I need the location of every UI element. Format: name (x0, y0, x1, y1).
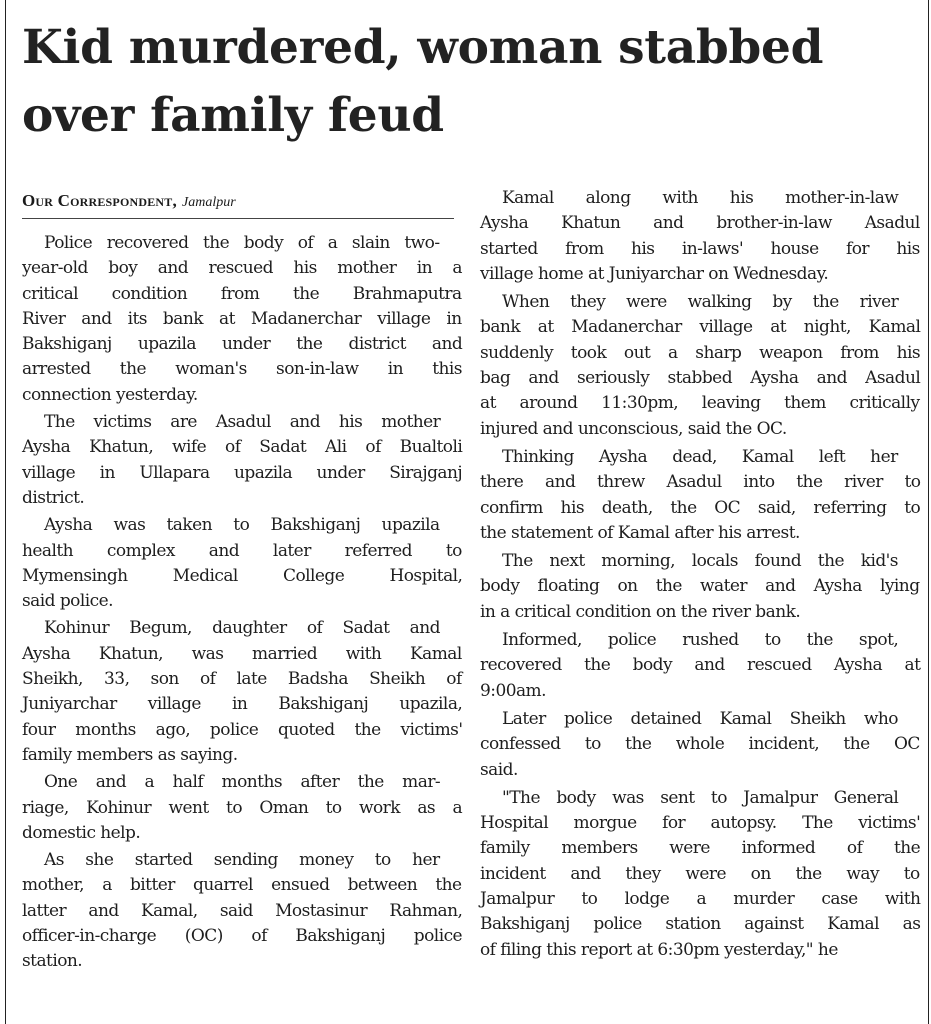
text-line: When they were walking by the river (502, 292, 899, 313)
text-line: district. (22, 487, 85, 508)
text-line: village in Ullapara upazila under Sirajganj (22, 462, 463, 483)
text-line: Sheikh, 33, son of late Badsha Sheikh of (22, 669, 462, 690)
text-line: said police. (22, 591, 113, 612)
text-line: Aysha Khatun and brother-in-law Asadul (480, 213, 920, 234)
text-line: "The body was sent to Jamalpur General (502, 787, 899, 808)
text-line: body floating on the water and Aysha lying (480, 576, 920, 597)
text-line: recovered the body and rescued Aysha at (480, 655, 921, 676)
paragraph (22, 231, 462, 408)
text-line: incident and they were on the way to (480, 863, 920, 884)
paragraph (480, 707, 920, 783)
paragraph (480, 628, 920, 704)
text-line: started from his in-laws' house for his (480, 238, 920, 259)
paragraph (480, 445, 920, 546)
text-line: connection yesterday. (22, 384, 198, 405)
paragraph (480, 786, 920, 963)
text-line: station. (22, 951, 83, 972)
text-line: family members as saying. (22, 744, 238, 765)
byline-place: Jamalpur (182, 195, 236, 210)
paragraph (22, 770, 462, 846)
article-column-left (22, 231, 462, 975)
text-line: mother, a bitter quarrel ensued between the (22, 875, 462, 896)
text-line: Juniyarchar village in Bakshiganj upazila, (22, 694, 463, 715)
text-line: Bakshiganj upazila under the district and (22, 334, 463, 355)
paragraph (22, 848, 462, 974)
text-line: Later police detained Kamal Sheikh who (502, 708, 898, 729)
text-line: four months ago, police quoted the victims' (22, 719, 463, 740)
paragraph (480, 290, 920, 442)
text-line: The victims are Asadul and his mother (44, 412, 441, 433)
byline (22, 191, 454, 219)
text-line: latter and Kamal, said Mostasinur Rahman, (22, 900, 463, 921)
text-line: Aysha was taken to Bakshiganj upazila (44, 515, 440, 536)
text-line: riage, Kohinur went to Oman to work as a (22, 797, 463, 818)
text-line: village home at Juniyarchar on Wednesday. (480, 263, 829, 284)
text-line: Police recovered the body of a slain two- (44, 233, 440, 253)
text-line: Hospital morgue for autopsy. The victims' (480, 813, 921, 834)
text-line: arrested the woman's son-in-law in this (22, 359, 462, 380)
paragraph (22, 513, 462, 614)
text-line: there and threw Asadul into the river to (480, 472, 921, 493)
text-line: at around 11:30pm, leaving them critically (480, 393, 920, 414)
article-column-right (480, 186, 920, 963)
headline-line-2: over family feud (22, 88, 444, 143)
headline-line-1: Kid murdered, woman stabbed (22, 20, 824, 75)
byline-name: Our Correspondent, (22, 191, 177, 210)
text-line: said. (480, 759, 518, 780)
text-line: Kamal along with his mother-in-law (502, 188, 899, 208)
text-line: Kohinur Begum, daughter of Sadat and (44, 618, 440, 639)
text-line: confirm his death, the OC said, referring to (480, 497, 921, 518)
text-line: Bakshiganj police station against Kamal as (480, 914, 921, 935)
text-line: year-old boy and rescued his mother in a (22, 258, 463, 279)
text-line: of filing this report at 6:30pm yesterday," he (480, 939, 838, 960)
text-line: Aysha Khatun, wife of Sadat Ali of Bualtoli (22, 437, 463, 458)
text-line: River and its bank at Madanerchar village in (22, 308, 462, 329)
text-line: in a critical condition on the river bank. (480, 601, 801, 622)
text-line: injured and unconscious, said the OC. (480, 418, 787, 439)
paragraph (22, 410, 462, 511)
text-line: bag and seriously stabbed Aysha and Asadul (480, 368, 921, 389)
text-line: Aysha Khatun, was married with Kamal (22, 643, 462, 664)
text-line: the statement of Kamal after his arrest. (480, 522, 800, 543)
text-line: The next morning, locals found the kid's (502, 551, 898, 572)
text-line: Mymensingh Medical College Hospital, (22, 565, 463, 586)
text-line: Jamalpur to lodge a murder case with (480, 889, 921, 910)
paragraph (22, 616, 462, 768)
text-line: One and a half months after the mar- (44, 772, 441, 793)
text-line: suddenly took out a sharp weapon from his (480, 342, 921, 363)
text-line: domestic help. (22, 822, 141, 843)
text-line: bank at Madanerchar village at night, Kamal (480, 317, 921, 338)
text-line: As she started sending money to her (44, 850, 440, 871)
text-line: Thinking Aysha dead, Kamal left her (502, 446, 898, 467)
paragraph (480, 186, 920, 287)
text-line: officer-in-charge (OC) of Bakshiganj police (22, 926, 463, 947)
paragraph (480, 549, 920, 625)
text-line: Informed, police rushed to the spot, (502, 630, 899, 651)
text-line: confessed to the whole incident, the OC (480, 734, 920, 755)
headline (22, 14, 922, 150)
text-line: 9:00am. (480, 680, 546, 701)
text-line: family members were informed of the (480, 838, 921, 859)
text-line: health complex and later referred to (22, 540, 462, 561)
text-line: critical condition from the Brahmaputra (22, 283, 462, 304)
